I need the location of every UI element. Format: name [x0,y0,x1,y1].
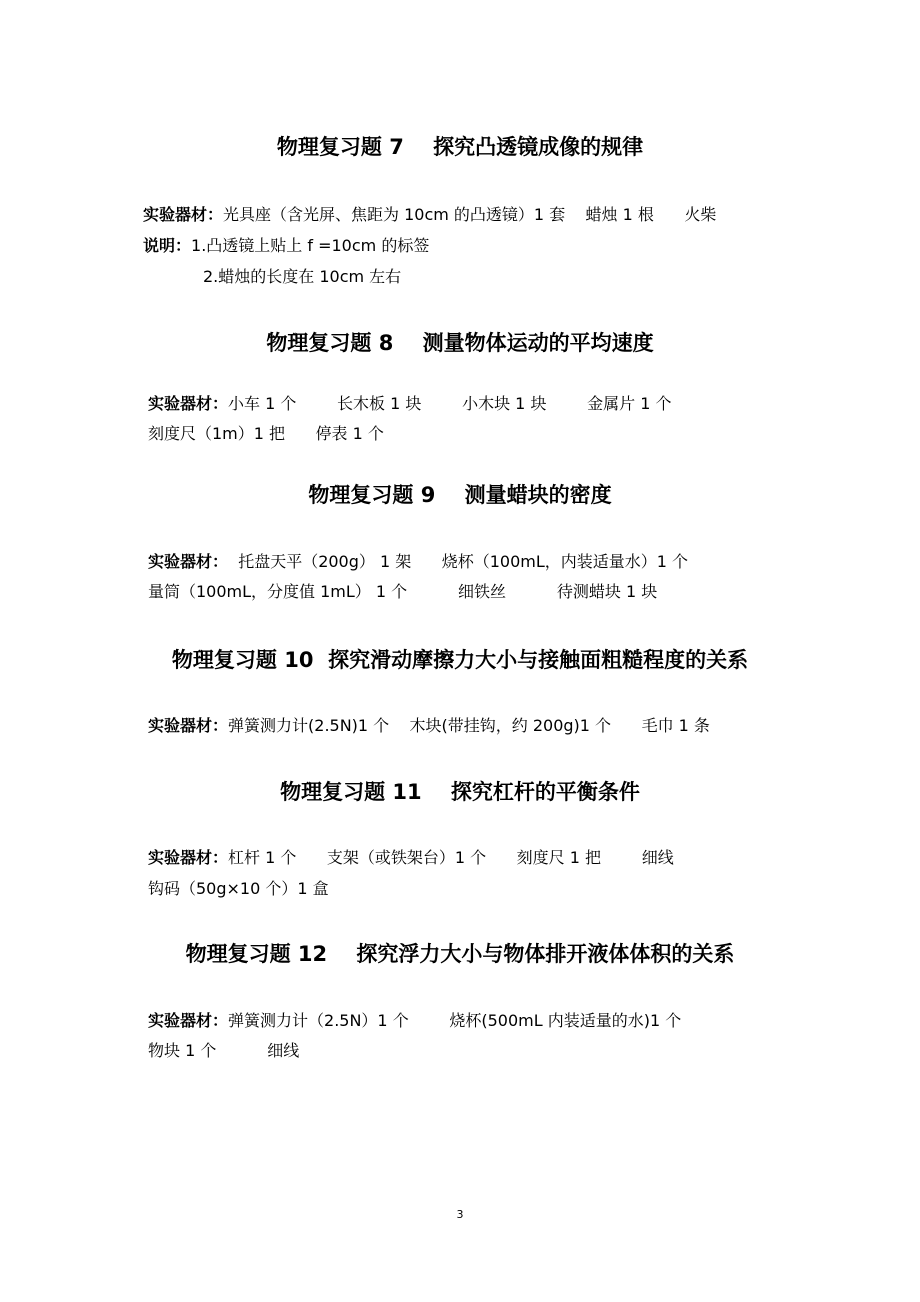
section-8-materials [148,392,672,416]
materials-text: 小车 1 个 长木板 1 块 小木块 1 块 金属片 1 个 [228,394,672,413]
materials-text: 托盘天平（200g） 1 架 烧杯（100mL，内装适量水）1 个 [228,552,689,571]
materials-label: 实验器材： [148,848,229,867]
section-11-materials [148,846,674,870]
materials-text: 弹簧测力计（2.5N）1 个 烧杯(500mL 内装适量的水)1 个 [228,1011,682,1030]
materials-label: 实验器材： [148,552,229,571]
note-text-1: 1.凸透镜上贴上 f =10cm 的标签 [191,236,430,255]
materials-label: 实验器材： [143,205,224,224]
materials-label: 实验器材： [148,716,229,735]
section-7-note-line-2: 2.蜡烛的长度在 10cm 左右 [203,267,402,286]
section-7-materials [143,203,716,227]
section-7-title: 物理复习题 7 探究凸透镜成像的规律 [276,135,644,159]
section-10-title: 物理复习题 10 探究滑动摩擦力大小与接触面粗糙程度的关系 [171,648,749,672]
section-7-note [143,234,429,258]
section-12-title: 物理复习题 12 探究浮力大小与物体排开液体体积的关系 [185,942,735,966]
section-9-materials-line-2: 量筒（100mL，分度值 1mL） 1 个 细铁丝 待测蜡块 1 块 [148,582,658,601]
materials-label: 实验器材： [148,394,229,413]
section-11-title: 物理复习题 11 探究杠杆的平衡条件 [280,780,640,804]
section-9-title: 物理复习题 9 测量蜡块的密度 [308,483,612,507]
section-12-materials-line-2: 物块 1 个 细线 [148,1041,300,1060]
section-11-materials-line-2: 钩码（50g×10 个）1 盒 [148,879,329,898]
materials-text: 光具座（含光屏、焦距为 10cm 的凸透镜）1 套 蜡烛 1 根 火柴 [223,205,717,224]
materials-label: 实验器材： [148,1011,229,1030]
page-number: 3 [456,1208,464,1221]
materials-text: 杠杆 1 个 支架（或铁架台）1 个 刻度尺 1 把 细线 [228,848,674,867]
section-8-title: 物理复习题 8 测量物体运动的平均速度 [266,331,654,355]
materials-text: 弹簧测力计(2.5N)1 个 木块(带挂钩，约 200g)1 个 毛巾 1 条 [228,716,710,735]
section-10-materials [148,714,710,738]
note-label: 说明： [143,236,192,255]
section-12-materials [148,1009,681,1033]
section-9-materials [148,550,688,574]
section-8-materials-line-2: 刻度尺（1m）1 把 停表 1 个 [148,424,384,443]
